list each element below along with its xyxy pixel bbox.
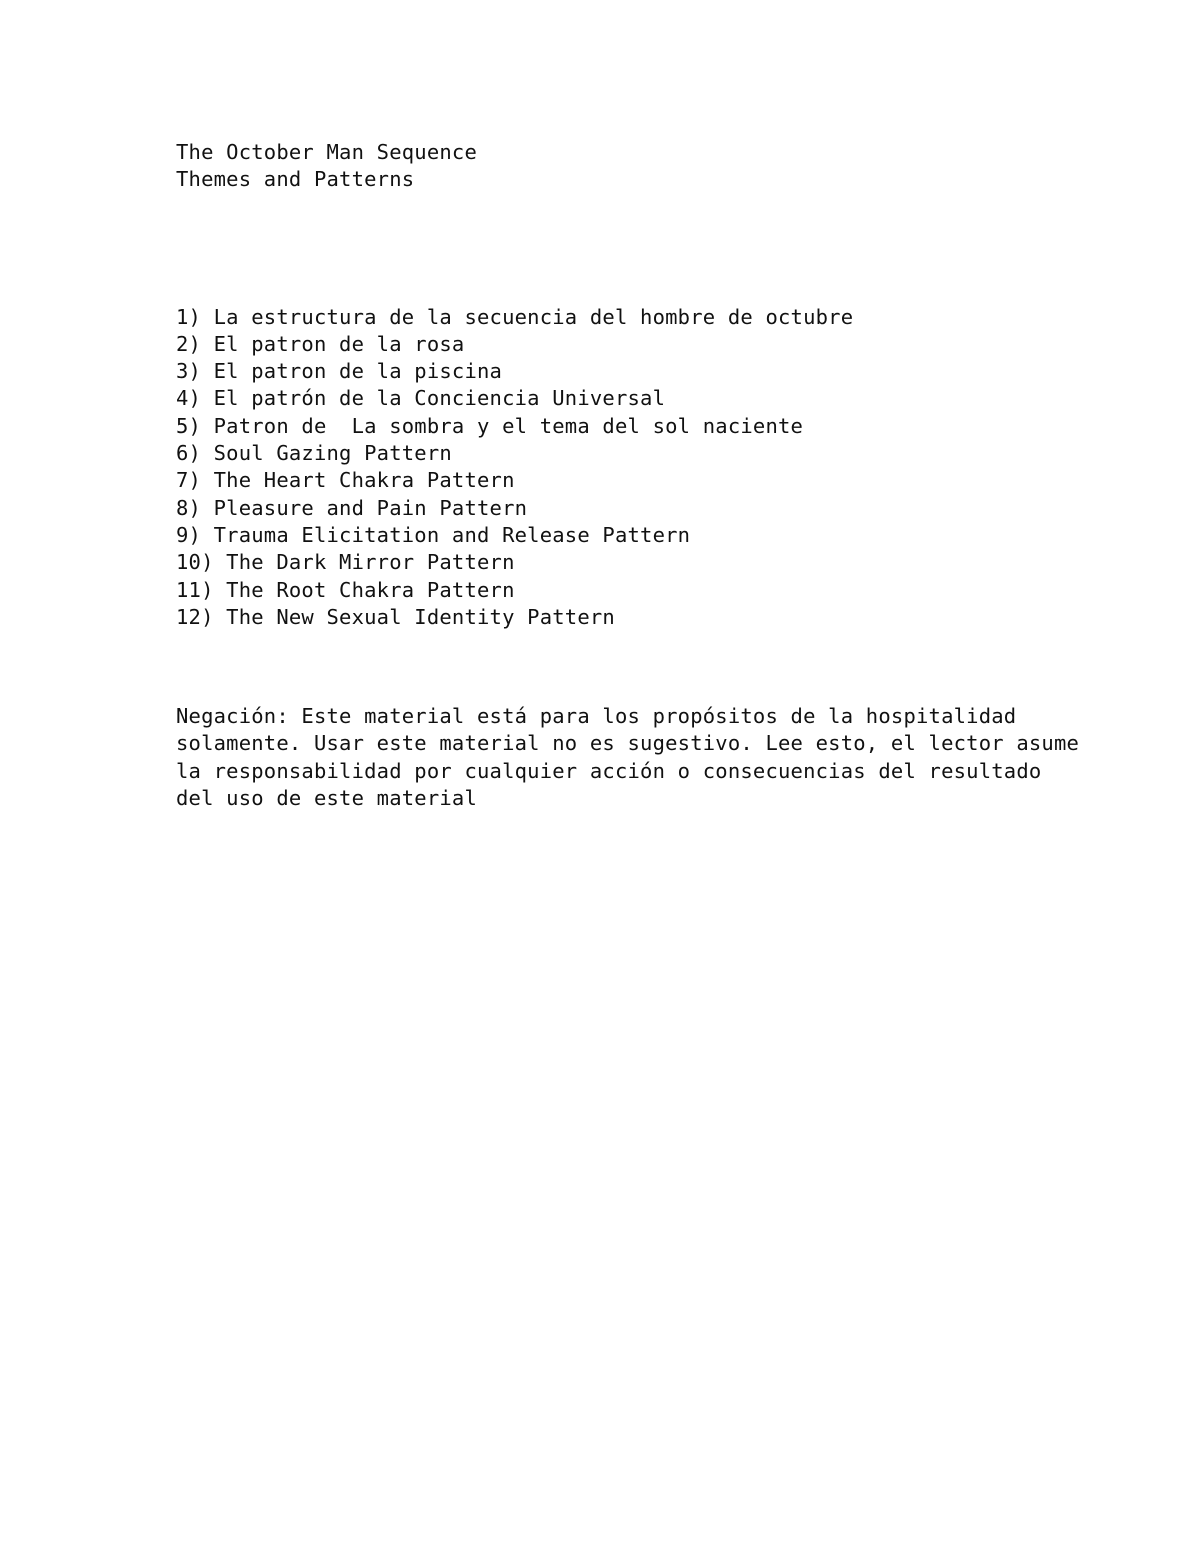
disclaimer-line: del uso de este material [176,786,478,811]
list-item: 5) Patron de La sombra y el tema del sol naciente [176,413,804,438]
list-item: 8) Pleasure and Pain Pattern [176,495,528,520]
list-item: 11) The Root Chakra Pattern [176,577,515,602]
disclaimer-line: Negación: Este material está para los propósitos de la hospitalidad [176,704,1017,729]
pattern-list [176,304,1166,632]
list-item: 6) Soul Gazing Pattern [176,441,452,466]
list-item: 4) El patrón de la Conciencia Universal [176,386,666,411]
disclaimer [176,703,1166,812]
list-item: 7) The Heart Chakra Pattern [176,468,515,493]
disclaimer-line: solamente. Usar este material no es sugestivo. Lee esto, el lector asume [176,731,1080,756]
list-item: 2) El patron de la rosa [176,331,465,356]
document-title: The October Man Sequence [176,140,478,164]
document-header [176,139,1166,194]
list-item: 3) El patron de la piscina [176,359,503,384]
list-item: 9) Trauma Elicitation and Release Pattern [176,522,691,547]
document-page [176,139,1166,812]
list-item: 12) The New Sexual Identity Pattern [176,604,615,629]
document-subtitle: Themes and Patterns [176,167,415,192]
disclaimer-line: la responsabilidad por cualquier acción o consecuencias del resultado [176,758,1042,783]
list-item: 10) The Dark Mirror Pattern [176,550,515,575]
list-item: 1) La estructura de la secuencia del hombre de octubre [176,304,854,329]
